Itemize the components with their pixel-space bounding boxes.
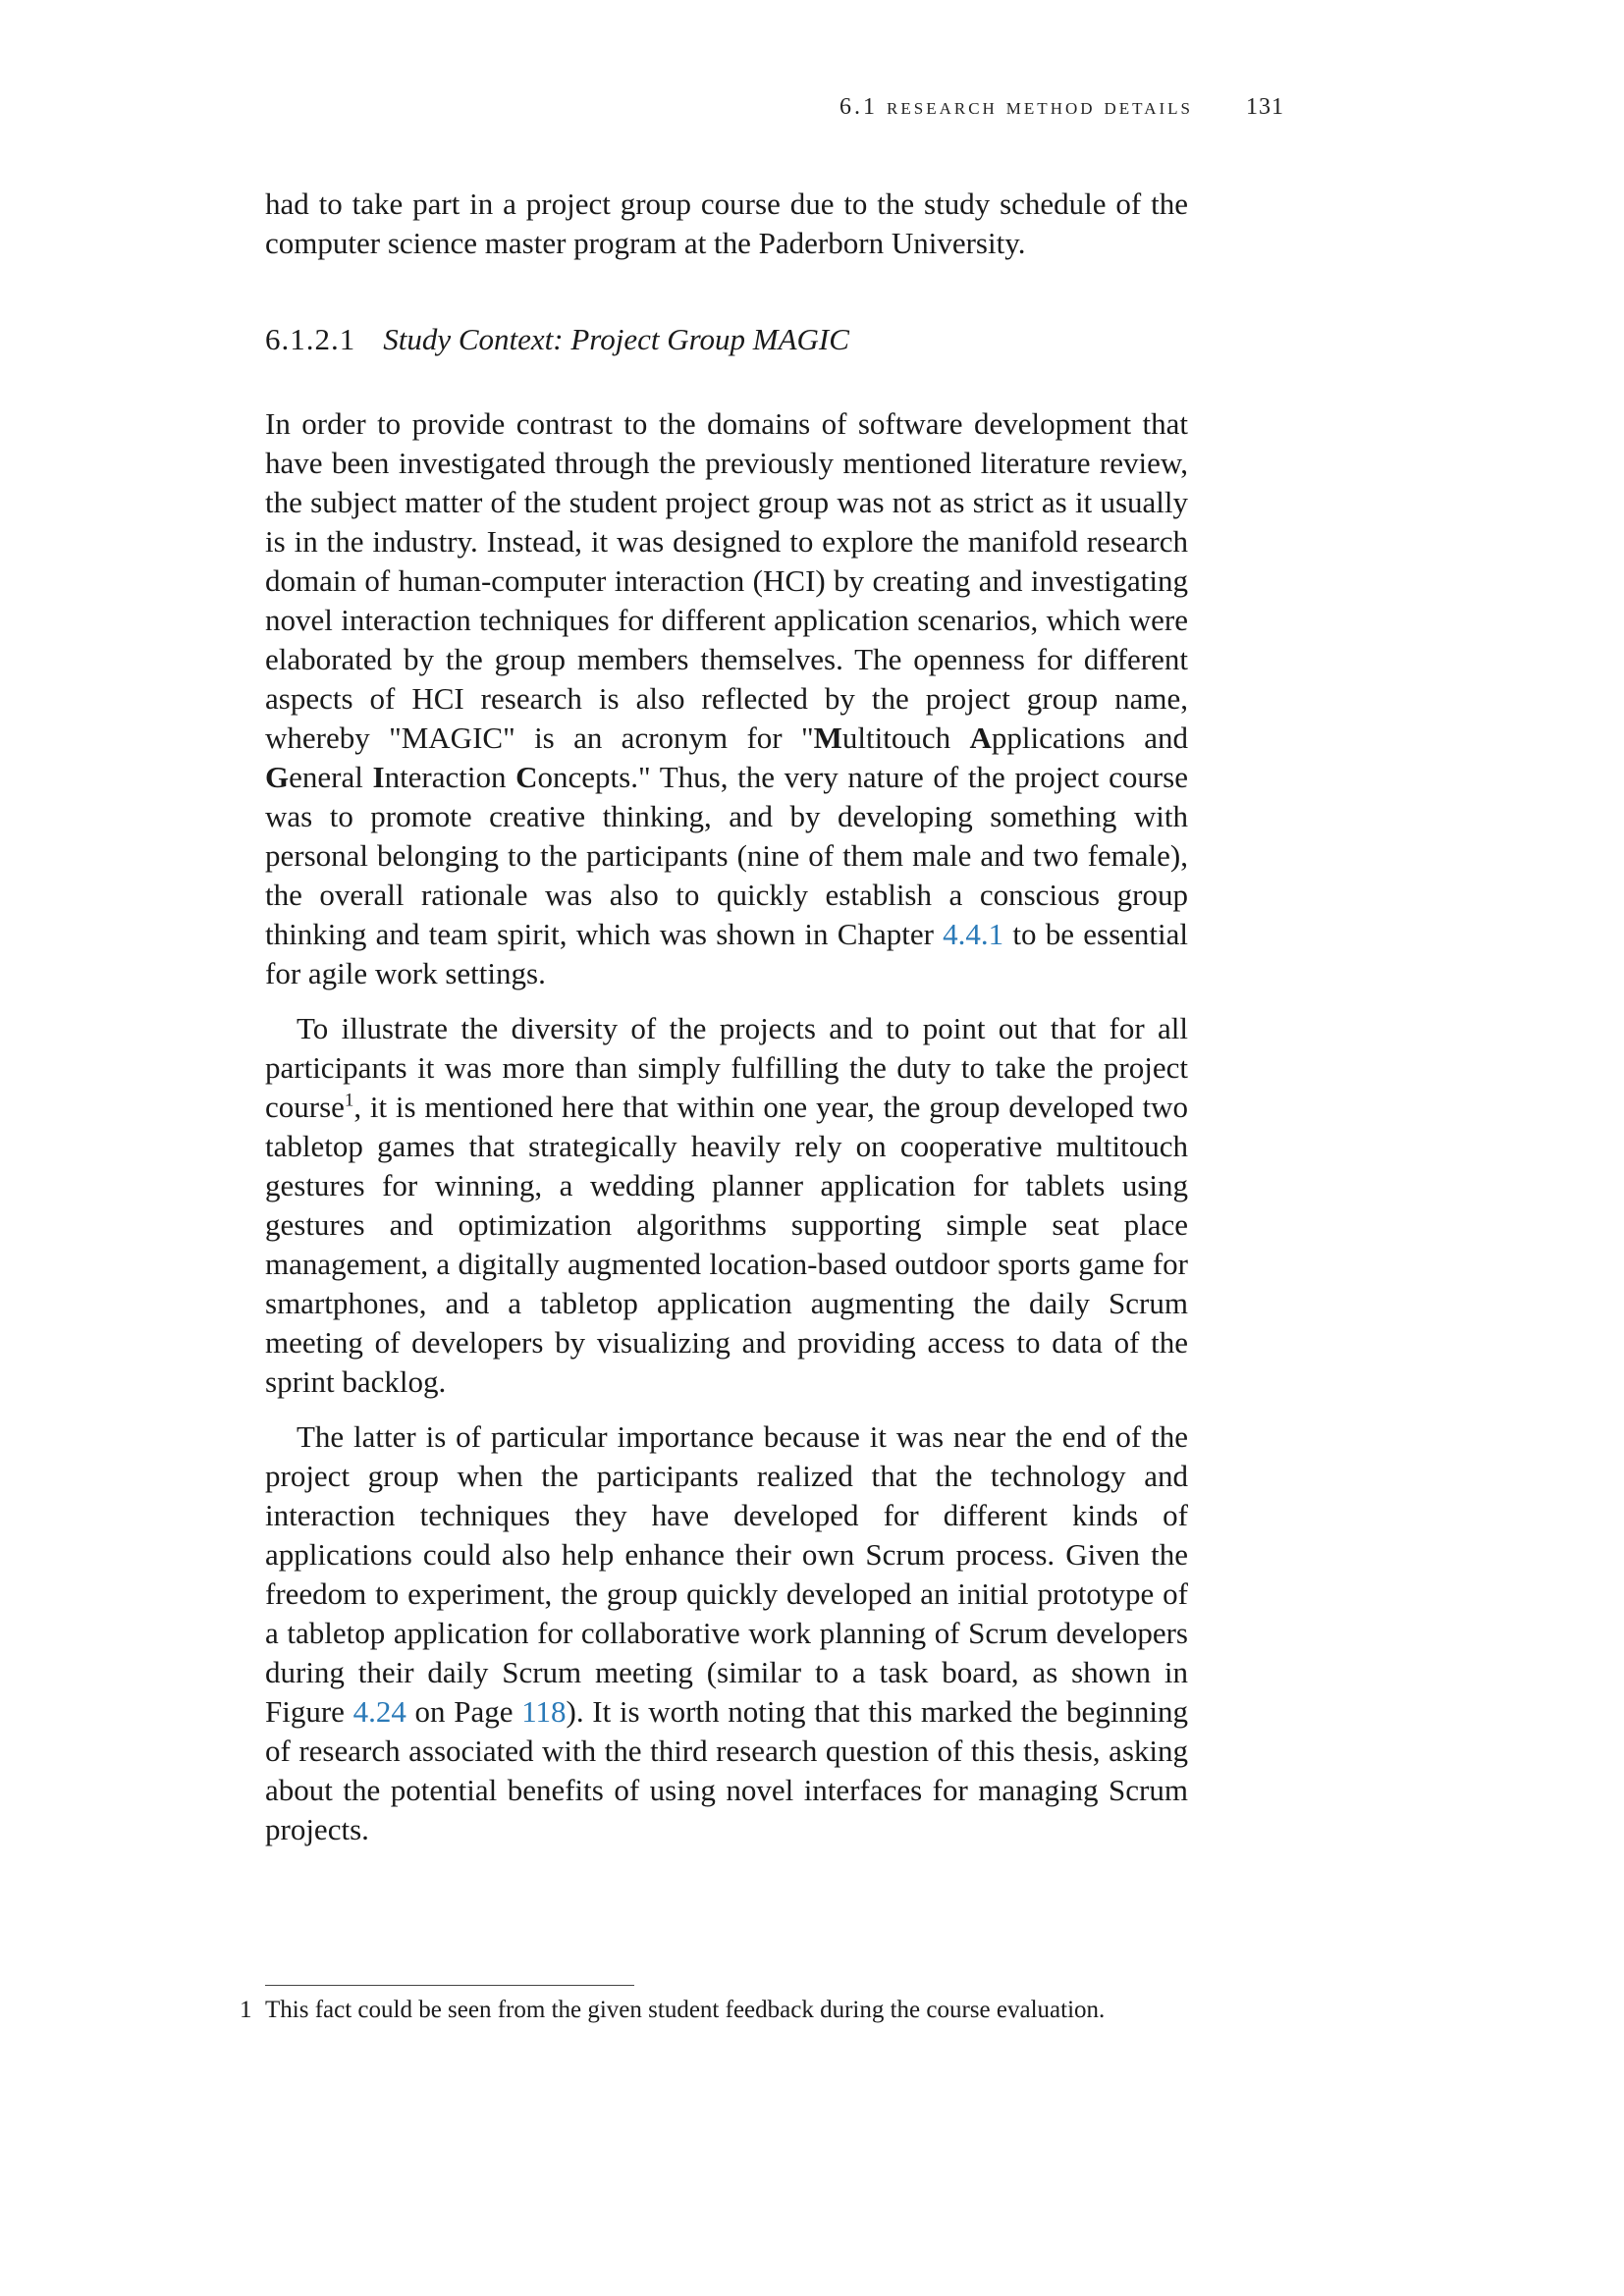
paragraph-1-part1: In order to provide contrast to the domains of software development that have been investigated through the previously mentioned literature review, the subject matter of the student project group was not as strict as it usually is in the industry. Instead, it was designed to explore the manifold research domain of human-computer interaction (HCI) by creating and investigating novel interaction techniques for different application scenarios, which were elaborated by the group members themselves. The openness for different aspects of HCI research is also reflected by the project group name, whereby "MAGIC" is an acronym for "	[265, 406, 1188, 755]
subsection-number: 6.1.2.1	[265, 322, 356, 356]
intro-paragraph: had to take part in a project group course due to the study schedule of the computer science master program at the Paderborn University.	[265, 187, 1188, 260]
chapter-link[interactable]: 4.4.1	[943, 917, 1004, 951]
footnote	[240, 1995, 1202, 2026]
running-header	[0, 94, 1284, 121]
paragraph-2	[265, 1009, 1188, 1402]
acronym-c-rest: oncepts.	[537, 760, 638, 794]
footnote-text: This fact could be seen from the given student feedback during the course evaluation.	[265, 1997, 1106, 2023]
acronym-c-initial: C	[515, 760, 538, 794]
acronym-a-rest: pplications and	[991, 721, 1188, 755]
paragraph-1-part3: to be essential for agile work settings.	[265, 917, 1188, 990]
acronym-i-initial: I	[372, 760, 385, 794]
paragraph-3-part3: ). It is worth noting that this marked the beginning of research associated with the third research question of this thesis, asking about the potential benefits of using novel interfaces for managing Scrum projects.	[265, 1694, 1189, 1846]
acronym-i-rest: nteraction	[384, 760, 516, 794]
header-section-title: 6.1 research method details	[839, 94, 1193, 120]
body-text	[265, 404, 1188, 1865]
acronym-g-rest: eneral	[289, 760, 373, 794]
acronym-m-rest: ultitouch	[841, 721, 970, 755]
page-number: 131	[1246, 94, 1284, 120]
acronym-a-initial: A	[969, 721, 992, 755]
paragraph-2-part2: , it is mentioned here that within one year, the group developed two tabletop games that strategically heavily rely on cooperative multitouch gestures for winning, a wedding planner application for tablets using gestures and optimization algorithms supporting simple seat place management, a digitally augmented location-based outdoor sports game for smartphones, and a tabletop application augmenting the daily Scrum meeting of developers by visualizing and providing access to data of the sprint backlog.	[265, 1090, 1188, 1399]
page-link[interactable]: 118	[521, 1694, 567, 1729]
acronym-g-initial: G	[265, 760, 290, 794]
paragraph-2-part1: To illustrate the diversity of the projects and to point out that for all participants it was more than simply fulfilling the duty to take the project course	[265, 1011, 1188, 1124]
paragraph-1	[265, 404, 1188, 993]
footnote-ref[interactable]: 1	[344, 1090, 354, 1111]
paragraph-3-part1: The latter is of particular importance because it was near the end of the project group when the participants realized that the technology and interaction techniques they have developed for different kinds of applications could also help enhance their own Scrum process. Given the freedom to experiment, the group quickly developed an initial prototype of a tabletop application for collaborative work planning of Scrum developers during their daily Scrum meeting (similar to a task board, as shown in Figure	[265, 1419, 1188, 1729]
acronym-m-initial: M	[813, 721, 842, 755]
figure-link[interactable]: 4.24	[352, 1694, 406, 1729]
footnote-number: 1	[240, 1997, 252, 2023]
paragraph-1-part2: " Thus, the very nature of the project course was to promote creative thinking, and by developing something with personal belonging to the participants (nine of them male and two female), the overall rationale was also to quickly establish a conscious group thinking and team spirit, which was shown in Chapter	[265, 760, 1188, 951]
subsection-heading	[265, 320, 849, 359]
subsection-title: Study Context: Project Group MAGIC	[383, 322, 849, 356]
paragraph-3	[265, 1417, 1188, 1849]
footnote-rule	[265, 1985, 634, 1986]
paragraph-3-part2: on Page	[406, 1694, 522, 1729]
